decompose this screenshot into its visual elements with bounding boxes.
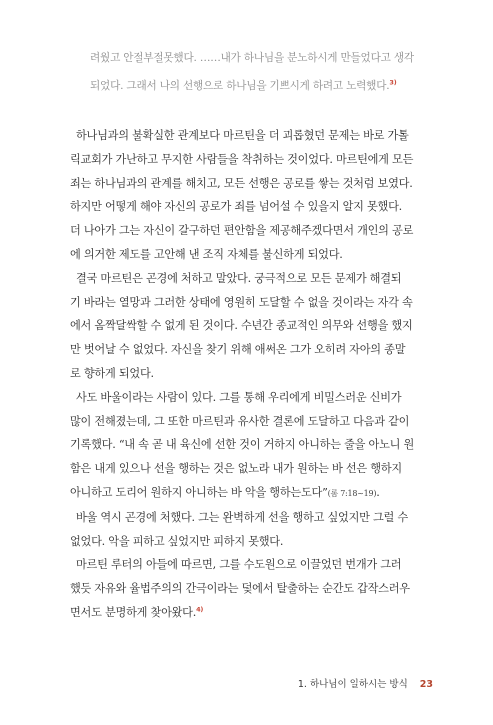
text-line: 했듯 자유와 율법주의의 간극이라는 덫에서 탈출하는 순간도 갑작스러우: [70, 582, 410, 596]
paragraph: [70, 124, 436, 267]
text-line: 면서도 분명하게 찾아왔다.$^{4)}$: [70, 605, 204, 619]
quote-line: 되었다. 그래서 나의 선행으로 하나님을 기쁘시게 하려고 노력했다.$^{3)}$: [90, 78, 397, 92]
page-footer: [298, 676, 433, 690]
footnote-marker: 4): [196, 605, 204, 614]
text-line: 함은 내게 있으나 선을 행하는 것은 없노라 내가 원하는 바 선은 행하지: [70, 462, 402, 476]
text-line: 에서 옴짝달싹할 수 없게 된 것이다. 수년간 종교적인 의무와 선행을 했지: [70, 319, 413, 333]
text-line: 만 벗어날 수 없었다. 자신을 찾기 위해 애써온 그가 오히려 자아의 종말: [70, 343, 406, 357]
text-line: 없었다. 악을 피하고 싶었지만 피하지 못했다.: [70, 534, 284, 548]
text-line: 아니하고 도리어 원하지 아니하는 바 악을 행하는도다”(롬 7:18~19).: [70, 485, 380, 499]
text-line: 바울 역시 곤경에 처했다. 그는 완벽하게 선을 행하고 싶었지만 그럴 수: [76, 510, 408, 524]
footnote-marker: 3): [389, 78, 397, 87]
text-line: 에 의거한 제도를 고안해 낸 조직 자체를 불신하게 되었다.: [70, 247, 343, 261]
text-line: 하지만 어떻게 해야 자신의 공로가 죄를 넘어설 수 있을지 알지 못했다.: [70, 200, 402, 214]
text-line: 많이 전해졌는데, 그 또한 마르틴과 유사한 결론에 도달하고 다음과 같이: [70, 414, 410, 428]
paragraph: [70, 553, 436, 624]
page-number: 23: [419, 679, 433, 690]
text-line: 마르틴 루터의 아들에 따르면, 그를 수도원으로 이끌었던 번개가 그러: [76, 558, 402, 572]
block-quote: [90, 44, 436, 100]
text-line: 더 나아가 그는 자신이 갈구하던 편안함을 제공해주겠다면서 개인의 공로: [70, 224, 414, 238]
text-line: 하나님과의 불확실한 관계보다 마르틴을 더 괴롭혔던 문제는 바로 가톨: [76, 129, 409, 142]
chapter-title: 1. 하나님이 일하시는 방식: [297, 679, 408, 690]
text-line: 결국 마르틴은 곤경에 처하고 말았다. 궁극적으로 모든 문제가 해결되: [76, 271, 402, 285]
paragraph: [70, 386, 436, 506]
text-line: 릭교회가 가난하고 무지한 사람들을 착취하는 것이었다. 마르틴에게 모든: [70, 152, 414, 166]
text-line: 죄는 하나님과의 관계를 해치고, 모든 선행은 공로를 쌓는 것처럼 보였다.: [70, 176, 413, 190]
quote-line: 려웠고 안절부절못했다. ……내가 하나님을 분노하시게 만들었다고 생각: [90, 52, 414, 64]
text-line: 사도 바울이라는 사람이 있다. 그를 통해 우리에게 비밀스러운 신비가: [76, 390, 402, 404]
text-line: 기 바라는 열망과 그러한 상태에 영원히 도달할 수 없을 것이라는 자각 속: [70, 295, 413, 309]
text-line: 기록했다. “내 속 곧 내 육신에 선한 것이 거하지 아니하는 줄을 아노니 원: [70, 438, 415, 452]
paragraph: [70, 506, 436, 554]
text-line: 로 향하게 되었다.: [70, 366, 154, 380]
scripture-citation: (롬 7:18~19): [327, 488, 377, 498]
body-text: [70, 124, 436, 625]
paragraph: [70, 267, 436, 386]
